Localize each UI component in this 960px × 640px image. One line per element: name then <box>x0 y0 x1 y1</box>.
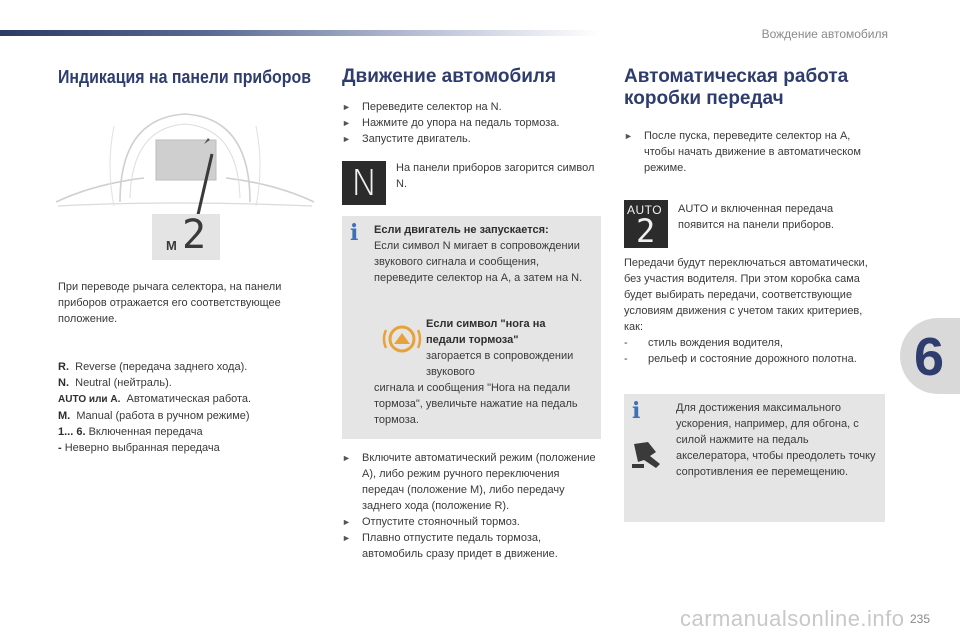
n-icon-letter: N <box>351 163 378 204</box>
legend-item <box>58 408 320 424</box>
auto-icon-gear: 2 <box>636 212 656 250</box>
auto-indicator-icon <box>624 200 668 248</box>
instrument-cluster-illustration <box>54 106 316 264</box>
brake-note-2: загорается в сопровождении звукового <box>426 350 574 378</box>
step-item: ► Нажмите до упора на педаль тормоза. <box>342 117 560 129</box>
middle-info-box <box>342 216 601 439</box>
right-paragraph: Передачи будут переключаться автоматически, без участия водителя. При этом коробка сама будет выбирать передачи, соответствующие условиям движения с учетом таких критериев, как: <box>624 257 868 333</box>
step-item: ► Плавно отпустите педаль тормоза, автомобиль сразу придет в движение. <box>342 532 558 560</box>
left-title: Индикация на панели приборов <box>58 66 311 87</box>
chapter-tab <box>900 318 960 394</box>
legend-text: Автоматическая работа. <box>126 393 252 405</box>
legend-item <box>58 375 320 391</box>
legend-key: R. <box>58 361 69 373</box>
dash-mode-indicator: M <box>166 238 177 253</box>
accelerator-foot-icon <box>630 438 666 470</box>
legend-item <box>58 359 320 375</box>
legend-item <box>58 391 320 408</box>
middle-title: Движение автомобиля <box>342 66 557 87</box>
legend-text: Neutral (нейтраль). <box>75 377 172 389</box>
step-item: ► Включите автоматический режим (положение A), либо режим ручного переключения передач (положение M), либо передачу заднего хода (положение R). <box>342 452 596 512</box>
middle-steps-2 <box>342 450 600 562</box>
dash-gear-indicator: 2 <box>182 212 207 258</box>
step-item: ► Переведите селектор на N. <box>342 101 502 113</box>
step-item: ► Отпустите стояночный тормоз. <box>342 516 520 528</box>
middle-steps <box>342 99 600 147</box>
criteria-item: - рельеф и состояние дорожного полотна. <box>624 353 857 365</box>
bullet-arrow-icon: ► <box>342 102 351 112</box>
legend-text: Включенная передача <box>88 426 203 438</box>
right-info-box <box>624 394 885 522</box>
legend-key: 1... 6. <box>58 426 86 438</box>
page-number: 235 <box>909 612 930 626</box>
step-item: ► Запустите двигатель. <box>342 133 471 145</box>
legend-item <box>58 424 320 440</box>
legend-text: Reverse (передача заднего хода). <box>75 361 248 373</box>
right-step: ► После пуска, переведите селектор на A, чтобы начать движение в автоматическом режиме. <box>624 130 861 174</box>
info-icon: i <box>632 398 641 424</box>
info-text: Если символ N мигает в сопровождении звукового сигнала и сообщения, переведите селектор на A, а затем на N. <box>374 240 583 284</box>
auto-note: AUTO и включенная передача появится на панели приборов. <box>678 203 834 231</box>
brake-foot-warning-icon <box>382 324 422 354</box>
legend-text: Manual (работа в ручном режиме) <box>76 410 250 422</box>
chapter-number: 6 <box>914 327 945 387</box>
legend-key: M. <box>58 410 71 422</box>
bullet-arrow-icon: ► <box>342 134 351 144</box>
right-title: Автоматическая работа коробки передач <box>624 66 849 109</box>
header-bar <box>0 30 600 36</box>
legend-text: Неверно выбранная передача <box>64 442 220 454</box>
info-title: Если двигатель не запускается: <box>374 224 549 236</box>
bullet-arrow-icon: ► <box>342 118 351 128</box>
section-title: Вождение автомобиля <box>761 27 888 41</box>
bullet-arrow-icon: ► <box>342 533 351 543</box>
legend-item <box>58 440 320 456</box>
legend-key: N. <box>58 377 69 389</box>
bullet-arrow-icon: ► <box>342 453 351 463</box>
left-intro: При переводе рычага селектора, на панели приборов отражается его соответствующее положение. <box>58 281 282 325</box>
legend-key: AUTO или A. <box>58 394 121 405</box>
n-note: На панели приборов загорится символ N. <box>396 162 595 190</box>
criteria-item: - стиль вождения водителя, <box>624 337 783 349</box>
gear-legend <box>58 359 320 456</box>
right-info-text: Для достижения максимального ускорения, например, для обгона, с силой нажмите на педаль акселератора, чтобы преодолеть точку сопротивления ее перемещению. <box>676 402 876 478</box>
criteria-list <box>624 335 880 367</box>
auto-icon-label: AUTO <box>627 203 663 217</box>
bullet-arrow-icon: ► <box>342 517 351 527</box>
brake-note-3: сигнала и сообщения "Нога на педали тормоза", увеличьте нажатие на педаль тормоза. <box>374 382 578 426</box>
n-indicator-icon <box>342 161 386 205</box>
info-icon: i <box>350 220 359 246</box>
legend-key: - <box>58 442 62 454</box>
bullet-arrow-icon: ► <box>624 131 633 141</box>
watermark: carmanualsonline.info <box>680 606 905 631</box>
brake-note-1: Если символ "нога на педали тормоза" <box>426 318 546 346</box>
